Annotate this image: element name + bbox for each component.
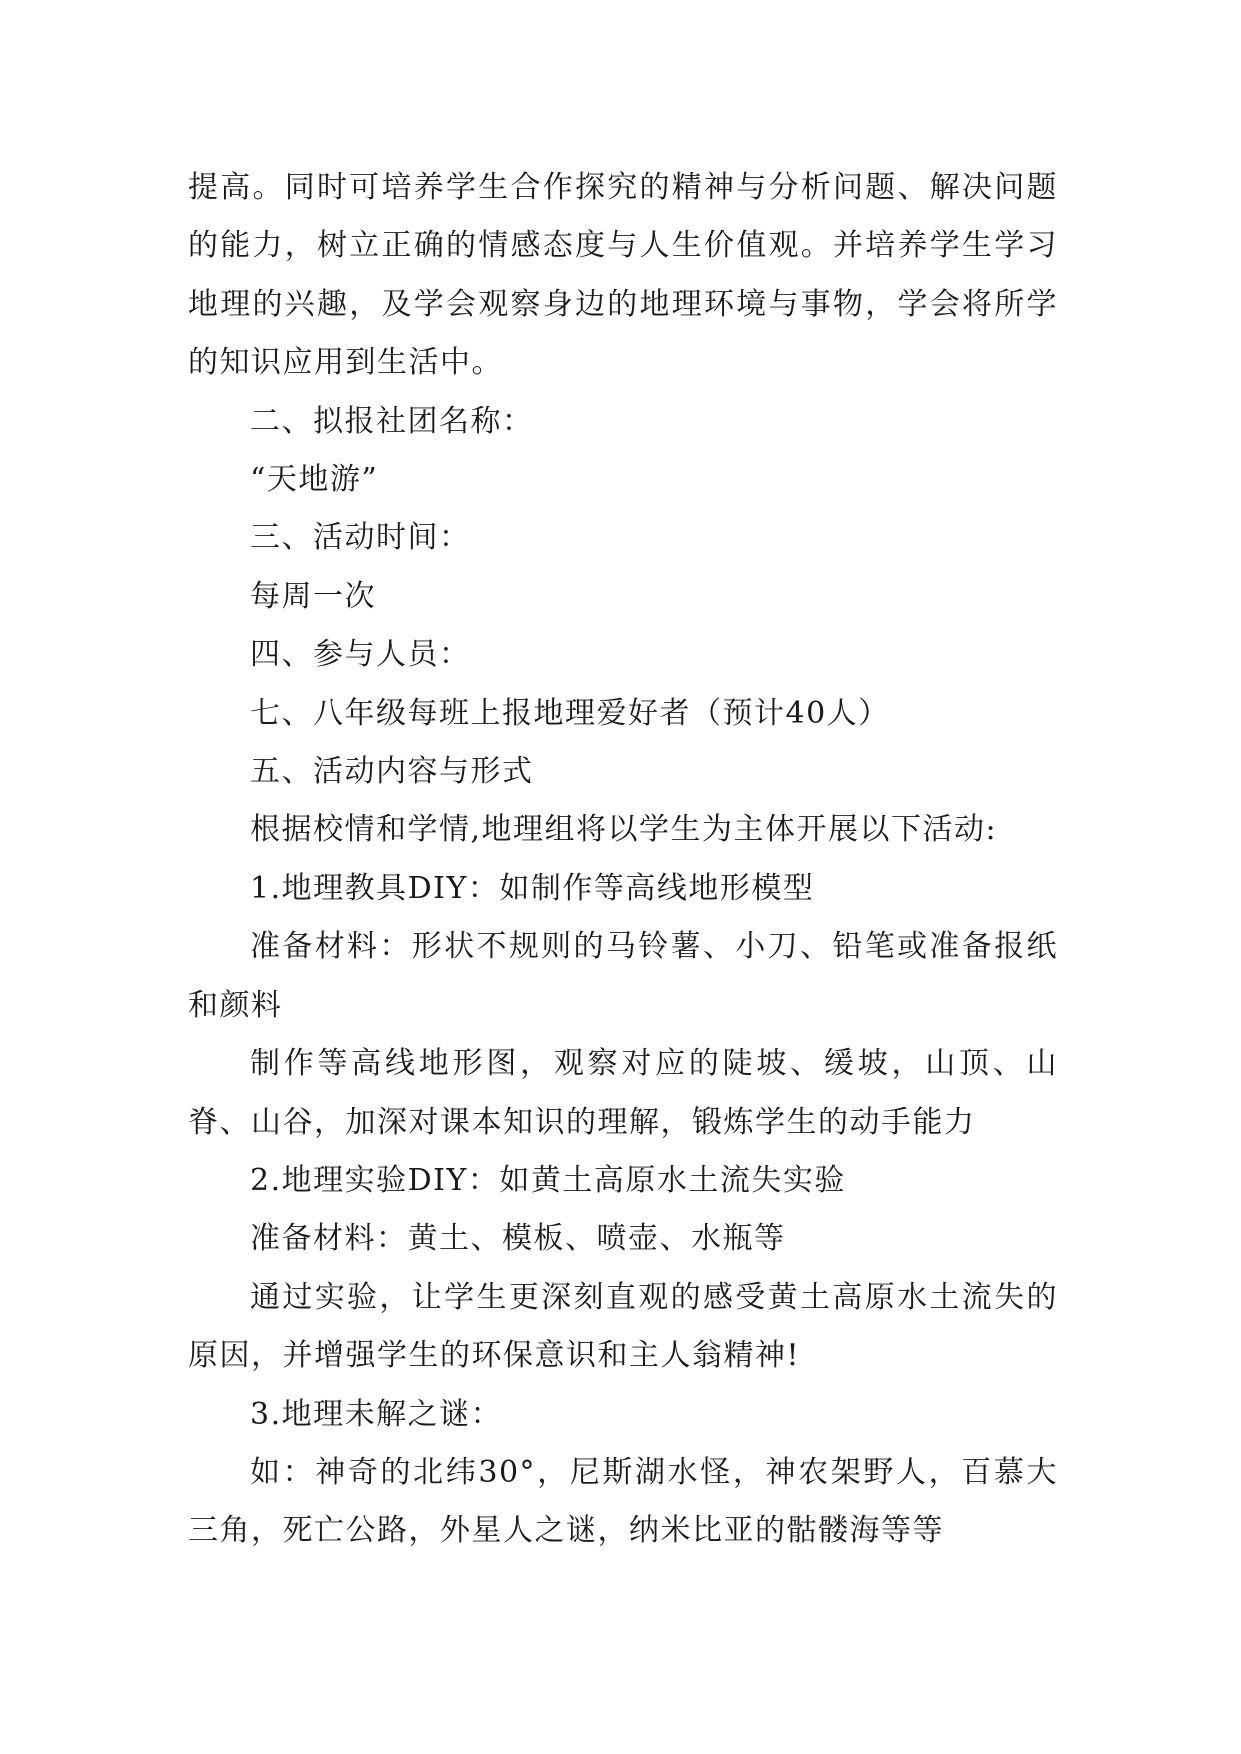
heading-participants: 四、参与人员： xyxy=(250,637,471,673)
activity-item-3-examples: 如：神奇的北纬30°，尼斯湖水怪，神农架野人，百慕大三角，死亡公路，外星人之谜，纳米比亚的骷髅海等等 xyxy=(188,1454,1058,1549)
activity-item-3-title: 3.地理未解之谜： xyxy=(250,1396,503,1432)
document-body xyxy=(188,159,1058,1561)
activity-item-1-title: 1.地理教具DIY：如制作等高线地形模型 xyxy=(250,870,815,906)
heading-activity-content: 五、活动内容与形式 xyxy=(250,754,534,790)
activity-intro: 根据校情和学情,地理组将以学生为主体开展以下活动: xyxy=(250,812,998,848)
activity-item-1-description: 制作等高线地形图，观察对应的陡坡、缓坡，山顶、山脊、山谷，加深对课本知识的理解，锻炼学生的动手能力 xyxy=(188,1046,1058,1140)
club-name-value: “天地游” xyxy=(250,462,379,498)
participants-value: 七、八年级每班上报地理爱好者（预计40人） xyxy=(250,695,890,731)
activity-item-2-title: 2.地理实验DIY：如黄土高原水土流失实验 xyxy=(250,1162,846,1198)
activity-item-1-materials: 准备材料：形状不规则的马铃薯、小刀、铅笔或准备报纸和颜料 xyxy=(188,929,1058,1023)
paragraph-continuation: 提高。同时可培养学生合作探究的精神与分析问题、解决问题的能力，树立正确的情感态度与人生价值观。并培养学生学习地理的兴趣，及学会观察身边的地理环境与事物，学会将所学的知识应用到生活中。 xyxy=(188,170,1058,381)
activity-item-2-materials: 准备材料：黄土、模板、喷壶、水瓶等 xyxy=(250,1221,786,1257)
heading-activity-time: 三、活动时间： xyxy=(250,520,471,556)
heading-club-name: 二、拟报社团名称： xyxy=(250,403,534,439)
activity-item-2-description: 通过实验，让学生更深刻直观的感受黄土高原水土流失的原因，并增强学生的环保意识和主人翁精神! xyxy=(188,1279,1058,1374)
activity-time-value: 每周一次 xyxy=(250,578,376,614)
